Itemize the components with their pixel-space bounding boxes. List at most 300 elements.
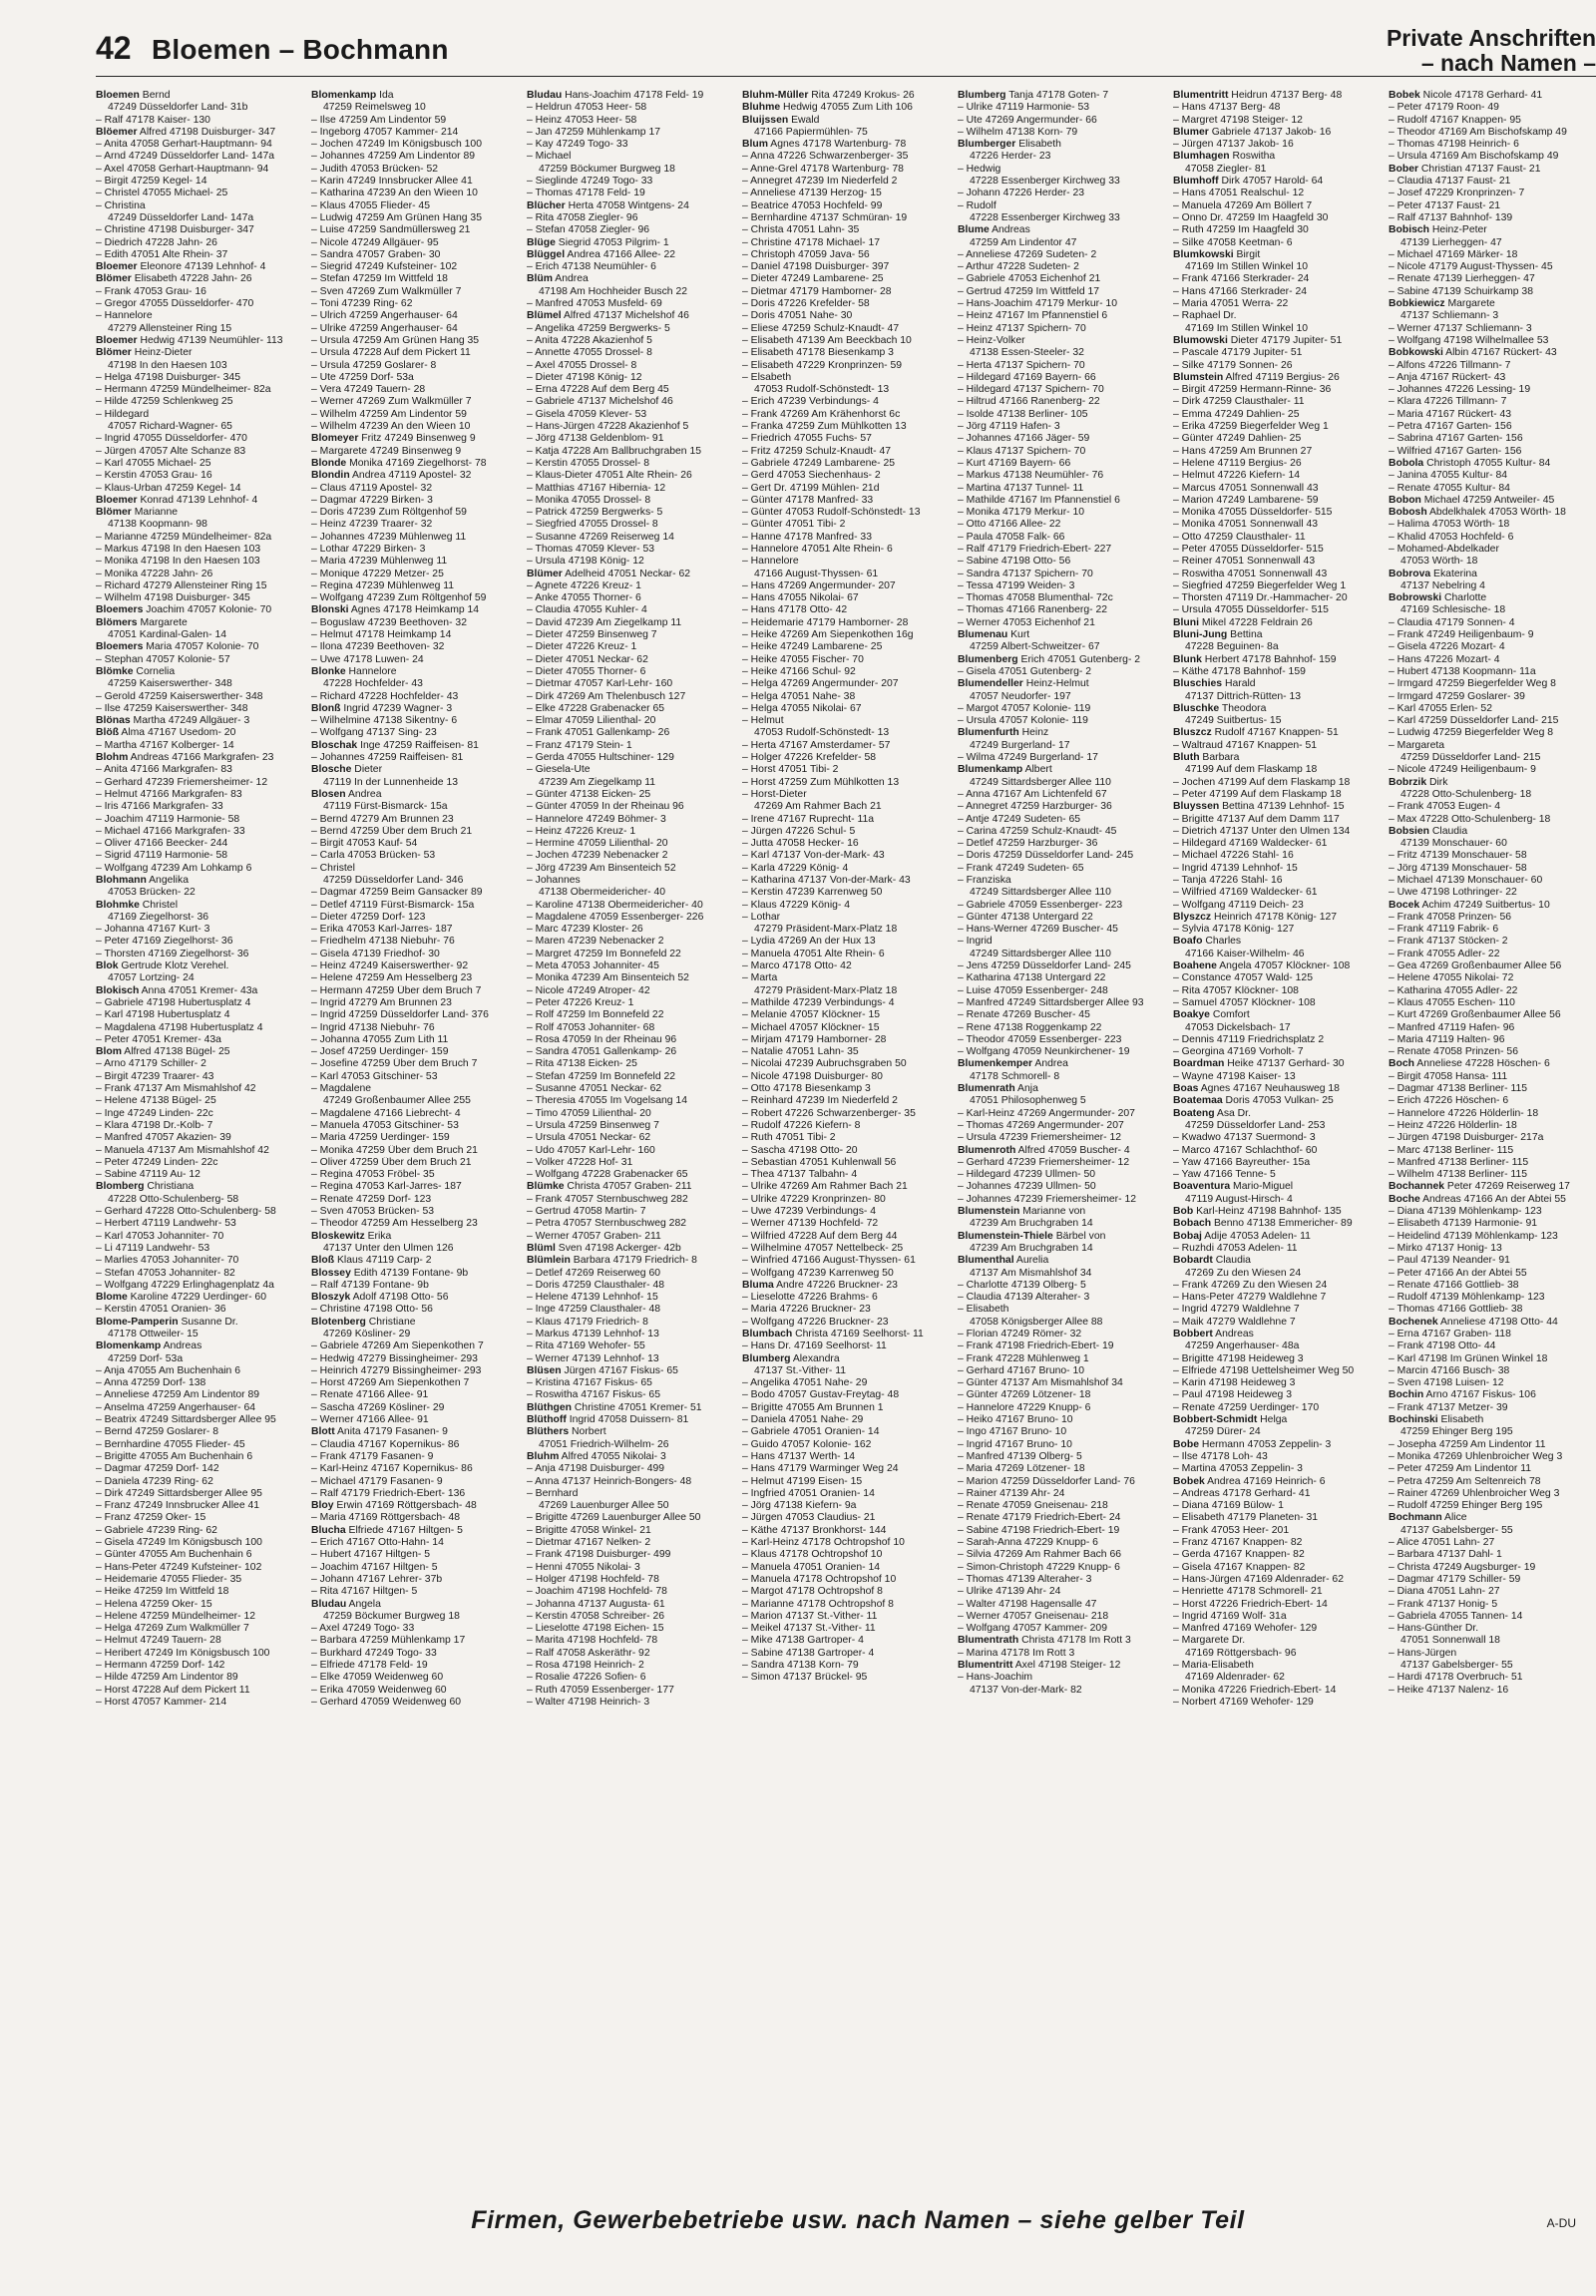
entry-text: – Magdalene 47166 Liebrecht- 4 — [311, 1107, 461, 1119]
entry-text: – Werner 47137 Schliemann- 3 — [1389, 322, 1532, 334]
entry-address: 47137 Unter den Ulmen 126 — [323, 1242, 454, 1254]
entry-text: – Lieselotte 47198 Eichen- 15 — [527, 1623, 664, 1635]
entry-text: – Manfred 47138 Berliner- 115 — [1389, 1156, 1529, 1168]
entry-text: – Klara 47198 Dr.-Kolb- 7 — [96, 1119, 213, 1131]
directory-entry — [527, 1231, 734, 1243]
directory-entry — [527, 1083, 734, 1095]
directory-entry — [96, 532, 303, 544]
entry-text: Bärbel von — [1052, 1230, 1106, 1242]
directory-entry — [527, 972, 734, 984]
entry-text: – Heinrich 47279 Bissingheimer- 293 — [311, 1364, 482, 1376]
directory-entry — [527, 249, 734, 261]
directory-entry — [527, 1660, 734, 1672]
directory-entry — [1173, 569, 1381, 580]
entry-surname: Blöemer — [96, 126, 138, 138]
entry-address: 47169 Röttgersbach- 96 — [1185, 1647, 1297, 1659]
entry-text: – Wilhelm 47259 Am Lindentor 59 — [311, 408, 467, 420]
directory-entry — [1173, 200, 1381, 212]
entry-text: – Robert 47226 Schwarzenberger- 35 — [742, 1107, 916, 1119]
directory-entry — [742, 483, 950, 495]
entry-surname: Bloemer — [96, 494, 138, 506]
directory-entry — [96, 102, 303, 114]
directory-entry — [742, 495, 950, 507]
directory-entry — [96, 1685, 303, 1697]
directory-entry — [1389, 740, 1596, 752]
entry-text: – Barbara 47137 Dahl- 1 — [1389, 1549, 1502, 1561]
entry-surname: Bobola — [1389, 457, 1424, 469]
directory-entry — [311, 1218, 519, 1230]
entry-surname: Blümel — [527, 310, 562, 322]
directory-entry — [1389, 1268, 1596, 1280]
directory-entry — [958, 1512, 1165, 1524]
entry-surname: Boakye — [1173, 1009, 1210, 1021]
entry-text: Ida — [376, 90, 394, 101]
directory-entry — [1173, 1145, 1381, 1157]
entry-text: – Stefan 47053 Johanniter- 82 — [96, 1267, 235, 1279]
entry-text: Christa 47169 Seelhorst- 11 — [792, 1328, 924, 1339]
entry-text: – Wilhelm 47138 Korn- 79 — [958, 126, 1078, 138]
directory-entry — [958, 641, 1165, 653]
directory-columns — [96, 90, 1596, 2178]
directory-entry — [1389, 310, 1596, 322]
directory-entry — [1173, 629, 1381, 641]
entry-text: – Frank 47249 Heiligenbaum- 9 — [1389, 629, 1534, 641]
entry-text: – Johannes 47166 Jäger- 59 — [958, 433, 1090, 445]
directory-entry — [527, 960, 734, 972]
entry-address: 47137 Gabelsberger- 55 — [1400, 1524, 1513, 1536]
entry-text: – Hilde 47259 Am Lindentor 89 — [96, 1672, 238, 1684]
entry-text: – Franziska — [958, 875, 1011, 886]
entry-text: – Hans-Jürgen 47228 Akazienhof 5 — [527, 421, 689, 433]
entry-text: – Waltraud 47167 Knappen- 51 — [1173, 739, 1318, 751]
entry-text: – Sabine 47198 Otto- 56 — [958, 556, 1071, 568]
entry-text: – Hans-Günther Dr. — [1389, 1623, 1479, 1635]
entry-text: – Paula 47058 Falk- 66 — [958, 531, 1065, 543]
directory-entry — [1389, 1046, 1596, 1058]
entry-text: – Christine 47198 Otto- 56 — [311, 1304, 433, 1316]
directory-entry — [742, 666, 950, 678]
directory-entry — [958, 580, 1165, 592]
entry-text: – Maria 47226 Bruckner- 23 — [742, 1304, 871, 1316]
entry-text: Marianne — [131, 507, 179, 519]
entry-text: – Ingrid 47167 Bruno- 10 — [958, 1438, 1072, 1450]
entry-address: 47259 Albert-Schweitzer- 67 — [970, 641, 1100, 653]
directory-entry — [958, 887, 1165, 899]
directory-entry — [742, 1365, 950, 1377]
directory-entry — [527, 458, 734, 470]
entry-text: – Nicole 47249 Allgäuer- 95 — [311, 236, 439, 248]
entry-text: – Monika 47226 Friedrich-Ebert- 14 — [1173, 1684, 1337, 1696]
directory-entry — [1173, 580, 1381, 592]
directory-entry — [96, 1365, 303, 1377]
entry-text: – Jutta 47058 Hecker- 16 — [742, 838, 859, 850]
entry-surname: Bloszyk — [311, 1292, 351, 1304]
entry-text: – Markus 47198 In den Haesen 103 — [96, 543, 261, 555]
entry-surname: Bloemer — [96, 334, 138, 346]
entry-text: – Brigitte 47055 Am Buchenhain 6 — [96, 1450, 253, 1462]
entry-text: – Gerhard 47239 Friemersheimer- 12 — [958, 1156, 1130, 1168]
directory-entry — [527, 1611, 734, 1623]
entry-text: – Irmgard 47259 Biegerfelder Weg 8 — [1389, 678, 1556, 690]
directory-entry — [742, 1648, 950, 1660]
directory-entry — [1173, 1132, 1381, 1144]
directory-entry — [311, 1145, 519, 1157]
directory-entry — [958, 372, 1165, 384]
entry-text: – Frank 47055 Adler- 22 — [1389, 948, 1500, 959]
entry-text: – Sven 47198 Luisen- 12 — [1389, 1377, 1504, 1389]
entry-address: 47051 Philosophenweg 5 — [970, 1095, 1086, 1107]
entry-text: – Markus 47138 Neumühler- 76 — [958, 470, 1104, 482]
entry-text: – Mirjam 47179 Hamborner- 28 — [742, 1033, 887, 1045]
directory-entry — [527, 102, 734, 114]
entry-text: – Nicole 47249 Heiligenbaum- 9 — [1389, 764, 1536, 776]
entry-text: – Charlotte 47139 Olberg- 5 — [958, 1279, 1086, 1291]
entry-address: 47137 Gabelsberger- 55 — [1400, 1660, 1513, 1671]
directory-entry — [958, 1243, 1165, 1255]
entry-text: – Beatrix 47249 Sittardsberger Allee 95 — [96, 1414, 276, 1426]
directory-entry — [527, 1095, 734, 1107]
directory-entry — [96, 985, 303, 997]
entry-text: – Axel 47055 Drossel- 8 — [527, 359, 637, 371]
entry-text: Hermann 47053 Zeppelin- 3 — [1198, 1438, 1332, 1450]
entry-address: 47259 Kaiserswerther- 348 — [108, 678, 232, 690]
entry-text: – Gabriele 47269 Am Siepenkothen 7 — [311, 1340, 484, 1352]
entry-text: – Frank 47249 Sudeten- 65 — [958, 862, 1084, 874]
directory-entry — [527, 936, 734, 948]
directory-entry — [742, 544, 950, 556]
entry-text: – Karl 47055 Michael- 25 — [96, 457, 211, 469]
directory-entry — [1173, 666, 1381, 678]
directory-entry — [1389, 1022, 1596, 1034]
entry-text: Doris 47053 Vulkan- 25 — [1222, 1095, 1334, 1107]
directory-entry — [742, 777, 950, 789]
directory-entry — [742, 237, 950, 249]
directory-entry — [742, 519, 950, 531]
directory-entry — [1389, 604, 1596, 616]
entry-surname: Blüml — [527, 1242, 556, 1254]
directory-entry — [527, 335, 734, 347]
entry-surname: Blossey — [311, 1267, 351, 1279]
entry-text: – Paul 47198 Heideweg 3 — [1173, 1389, 1293, 1401]
directory-entry — [1389, 1512, 1596, 1524]
directory-entry — [96, 1426, 303, 1438]
directory-entry — [742, 1623, 950, 1635]
directory-entry — [96, 912, 303, 924]
directory-entry — [742, 335, 950, 347]
entry-address: 47119 Fürst-Bismarck- 15a — [323, 801, 448, 813]
entry-text: – Jörg 47239 Am Binsenteich 52 — [527, 862, 676, 874]
entry-address: 47137 Von-der-Mark- 82 — [970, 1684, 1082, 1696]
entry-text: – Ingo 47167 Bruno- 10 — [958, 1426, 1067, 1438]
entry-text: – Ruth 47051 Tibi- 2 — [742, 1132, 836, 1144]
directory-entry — [1389, 384, 1596, 396]
entry-text: – Dieter 47259 Binsenweg 7 — [527, 629, 657, 641]
entry-text: – Anne-Grel 47178 Wartenburg- 78 — [742, 163, 904, 175]
directory-entry — [1173, 90, 1381, 102]
entry-text: – Günter 47055 Am Buchenhain 6 — [96, 1549, 252, 1561]
entry-text: – Dieter 47259 Dorf- 123 — [311, 911, 426, 923]
entry-text: Gertrude Klotz Verehel. — [118, 960, 229, 972]
entry-surname: Bobkowski — [1389, 347, 1443, 359]
entry-address: 47228 Essenberger Kirchweg 33 — [970, 176, 1120, 188]
entry-text: – Jörg 47119 Hafen- 3 — [958, 421, 1060, 433]
directory-entry — [1389, 139, 1596, 151]
directory-entry — [527, 360, 734, 372]
entry-address: 47119 August-Hirsch- 4 — [1185, 1193, 1293, 1205]
entry-text: Anja — [1014, 1083, 1038, 1095]
entry-text: – Wilhelm 47138 Berliner- 115 — [1389, 1169, 1527, 1181]
directory-entry — [96, 1623, 303, 1635]
directory-entry — [527, 764, 734, 776]
directory-entry — [311, 972, 519, 984]
entry-text: – Detlef 47259 Harzburger- 36 — [958, 838, 1098, 850]
entry-text: – Ute 47269 Angermunder- 66 — [958, 114, 1097, 126]
directory-entry — [742, 1426, 950, 1438]
entry-text: – Karin 47249 Innsbrucker Allee 41 — [311, 176, 473, 188]
directory-entry — [958, 617, 1165, 629]
directory-entry — [96, 249, 303, 261]
directory-entry — [1389, 470, 1596, 482]
entry-address: 47169 Im Stillen Winkel 10 — [1185, 322, 1309, 334]
entry-text: – Werner 47057 Graben- 211 — [527, 1230, 661, 1242]
entry-text: – Gisela 47139 Friedhof- 30 — [311, 948, 440, 959]
entry-text: – Mathilde 47167 Im Pfannenstiel 6 — [958, 494, 1120, 506]
entry-text: – Monika 47179 Merkur- 10 — [958, 507, 1085, 519]
directory-entry — [1389, 997, 1596, 1009]
entry-surname: Blomenkamp — [311, 90, 377, 101]
directory-entry — [1389, 1071, 1596, 1083]
entry-text: – Helmut 47199 Eisen- 15 — [742, 1475, 863, 1487]
entry-text: – Ingrid 47169 Wolf- 31a — [1173, 1610, 1287, 1622]
entry-text: – Magdalene 47059 Essenberger- 226 — [527, 911, 704, 923]
directory-entry — [742, 1476, 950, 1488]
directory-entry — [958, 1046, 1165, 1058]
entry-text: – Bernd 47259 Über dem Bruch 21 — [311, 825, 473, 837]
entry-text: – Erna 47228 Auf dem Berg 45 — [527, 384, 669, 396]
entry-text: – Christa 47051 Lahn- 35 — [742, 224, 860, 236]
directory-entry — [742, 1206, 950, 1218]
entry-surname: Blümer — [527, 568, 563, 579]
entry-text: Agnes 47178 Heimkamp 14 — [348, 604, 480, 616]
entry-text: Agnes 47178 Wartenburg- 78 — [767, 139, 907, 151]
entry-text: – Sandra 47057 Graben- 30 — [311, 248, 441, 260]
directory-entry — [1173, 1476, 1381, 1488]
directory-entry — [1173, 249, 1381, 261]
entry-surname: Bobrzik — [1389, 776, 1427, 788]
directory-entry — [96, 740, 303, 752]
entry-surname: Bludau — [311, 1598, 347, 1610]
directory-entry — [96, 1414, 303, 1426]
entry-text: – Dirk 47269 Am Thelenbusch 127 — [527, 690, 686, 702]
entry-text: – Wilma 47249 Burgerland- 17 — [958, 752, 1098, 764]
directory-entry — [311, 814, 519, 826]
entry-text: – Klaus 47178 Ochtropshof 10 — [742, 1549, 883, 1561]
directory-entry — [958, 237, 1165, 249]
entry-text: – Walter 47198 Hagensalle 47 — [958, 1598, 1097, 1610]
entry-text: Jürgen 47167 Fiskus- 65 — [561, 1364, 678, 1376]
entry-text: – Uwe 47178 Luwen- 24 — [311, 653, 424, 665]
entry-text: – Karl-Heinz 47178 Ochtropshof 10 — [742, 1537, 905, 1549]
entry-text: – Werner 47053 Eichenhof 21 — [958, 616, 1095, 628]
entry-text: Susanne Dr. — [178, 1316, 238, 1328]
entry-address: 47269 Lauenburger Allee 50 — [539, 1500, 669, 1512]
entry-address: 47199 Auf dem Flaskamp 18 — [1185, 764, 1318, 776]
entry-text: – Wolfgang 47239 Karrenweg 50 — [742, 1267, 894, 1279]
directory-entry — [96, 1402, 303, 1414]
directory-entry — [96, 900, 303, 912]
directory-entry — [742, 1439, 950, 1451]
entry-surname: Bluth — [1173, 752, 1200, 764]
directory-entry — [1173, 997, 1381, 1009]
entry-text: Tanja 47178 Goten- 7 — [1005, 90, 1109, 101]
entry-address: 47198 Am Hochheider Busch 22 — [539, 285, 688, 297]
entry-text: – Roswitha 47051 Sonnenwall 43 — [1173, 568, 1328, 579]
entry-surname: Bloß — [311, 1255, 335, 1267]
directory-entry — [527, 715, 734, 727]
entry-address: 47259 Am Lindentor 47 — [970, 236, 1077, 248]
entry-text: Elisabeth 47228 Jahn- 26 — [131, 273, 252, 285]
entry-text: – Gabriela 47055 Tannen- 14 — [1389, 1610, 1523, 1622]
directory-entry — [742, 261, 950, 273]
entry-surname: Blonde — [311, 457, 347, 469]
entry-text: – Heike 47137 Nalenz- 16 — [1389, 1684, 1509, 1696]
directory-entry — [1389, 1157, 1596, 1169]
entry-text: – Udo 47057 Karl-Lehr- 160 — [527, 1144, 655, 1156]
directory-entry — [742, 972, 950, 984]
entry-text: Klaus 47119 Carp- 2 — [334, 1255, 432, 1267]
entry-text: – Günter 47249 Dahlien- 25 — [1173, 433, 1302, 445]
directory-entry — [311, 678, 519, 690]
directory-entry — [527, 666, 734, 678]
entry-text: – Frank 47198 Duisburger- 499 — [527, 1549, 671, 1561]
directory-entry — [96, 127, 303, 139]
directory-entry — [96, 629, 303, 641]
directory-entry — [742, 1574, 950, 1586]
entry-text: Benno 47138 Emmericher- 89 — [1211, 1218, 1353, 1230]
entry-text: – Jürgen 47226 Schul- 5 — [742, 825, 856, 837]
directory-entry — [958, 470, 1165, 482]
entry-text: – Manfred 47057 Akazien- 39 — [96, 1132, 231, 1144]
entry-text: – Erna 47167 Graben- 118 — [1389, 1328, 1511, 1339]
directory-entry — [96, 936, 303, 948]
entry-text: – Elke 47228 Grabenacker 65 — [527, 702, 665, 714]
entry-surname: Boaventura — [1173, 1181, 1231, 1193]
directory-entry — [1389, 1476, 1596, 1488]
directory-entry — [958, 997, 1165, 1009]
directory-entry — [1389, 912, 1596, 924]
directory-entry — [742, 458, 950, 470]
entry-text: – Renate 47166 Allee- 91 — [311, 1389, 429, 1401]
entry-surname: Bob — [1173, 1206, 1194, 1218]
entry-text: – Anna 47167 Am Lichtenfeld 67 — [958, 788, 1107, 800]
directory-entry — [311, 446, 519, 458]
directory-entry — [958, 972, 1165, 984]
directory-entry — [311, 1292, 519, 1304]
entry-text: – Daniela 47051 Nahe- 29 — [742, 1414, 864, 1426]
entry-text: – Horst 47259 Zum Mühlkotten 13 — [742, 776, 900, 788]
directory-entry — [1173, 1635, 1381, 1647]
entry-text: – Hildegard 47137 Spichern- 70 — [958, 384, 1104, 396]
directory-entry — [958, 384, 1165, 396]
entry-text: – Rolf 47259 Im Bonnefeld 22 — [527, 1009, 664, 1021]
directory-entry — [1389, 1034, 1596, 1046]
entry-address: 47279 Präsident-Marx-Platz 18 — [754, 924, 898, 936]
directory-entry — [311, 1537, 519, 1549]
directory-entry — [527, 1218, 734, 1230]
entry-text: – Simon-Christoph 47229 Knupp- 6 — [958, 1561, 1120, 1573]
entry-text: – Timo 47059 Lilienthal- 20 — [527, 1107, 651, 1119]
entry-text: – Nicole 47249 Atroper- 42 — [527, 984, 650, 996]
entry-text: – Horst 47226 Friedrich-Ebert- 14 — [1173, 1598, 1328, 1610]
entry-address: 47259 Dorf- 53a — [108, 1352, 184, 1364]
directory-entry — [1389, 224, 1596, 236]
entry-address: 47139 Lierheggen- 47 — [1400, 236, 1502, 248]
entry-text: – Anneliese 47269 Sudeten- 2 — [958, 248, 1097, 260]
directory-entry — [742, 1488, 950, 1500]
directory-entry — [1389, 1377, 1596, 1389]
entry-text: – Anita 47058 Gerhart-Hauptmann- 94 — [96, 139, 272, 151]
entry-text: Hedwig 47055 Zum Lith 106 — [780, 102, 913, 114]
directory-column-1 — [96, 90, 303, 2178]
entry-text: – Ursula 47169 Am Bischofskamp 49 — [1389, 151, 1559, 163]
directory-entry — [742, 826, 950, 838]
entry-surname: Blonß — [311, 702, 341, 714]
directory-entry — [311, 924, 519, 936]
entry-surname: Boch — [1389, 1058, 1414, 1070]
entry-text: Dirk — [1426, 776, 1448, 788]
directory-entry — [527, 1340, 734, 1352]
entry-text: Christiana — [144, 1181, 195, 1193]
directory-entry — [311, 617, 519, 629]
entry-text: – Dieter 47051 Neckar- 62 — [527, 653, 648, 665]
directory-entry — [742, 470, 950, 482]
entry-text: – Nicolai 47239 Aubruchsgraben 50 — [742, 1058, 907, 1070]
directory-entry — [742, 1083, 950, 1095]
directory-entry — [958, 691, 1165, 703]
directory-entry — [958, 1329, 1165, 1340]
entry-surname: Blüge — [527, 236, 556, 248]
entry-text: – Ingrid — [958, 936, 993, 948]
entry-text: – Ilse 47259 Kaiserswerther- 348 — [96, 702, 248, 714]
entry-text: – Heike 47269 Am Siepenkothen 16g — [742, 629, 914, 641]
directory-entry — [1173, 740, 1381, 752]
entry-text: Alfred 47138 Bügel- 25 — [121, 1046, 230, 1058]
directory-column-6 — [1173, 90, 1381, 2178]
entry-text: – Pascale 47179 Jupiter- 51 — [1173, 347, 1303, 359]
entry-text: – Peter 47199 Auf dem Flaskamp 18 — [1173, 788, 1342, 800]
directory-entry — [96, 1145, 303, 1157]
entry-address: 47228 Essenberger Kirchweg 33 — [970, 211, 1120, 223]
entry-text: – Thomas 47178 Feld- 19 — [527, 188, 645, 199]
entry-text: – Jochen 47239 Nebenacker 2 — [527, 850, 668, 862]
entry-text: – Manfred 47053 Musfeld- 69 — [527, 298, 662, 310]
directory-entry — [742, 912, 950, 924]
entry-text: – Hanne 47178 Manfred- 33 — [742, 531, 872, 543]
directory-entry — [311, 1648, 519, 1660]
directory-entry — [1173, 777, 1381, 789]
directory-entry — [958, 396, 1165, 408]
entry-text: – Michael 47226 Stahl- 16 — [1173, 850, 1294, 862]
entry-text: – Heinz 47226 Hölderlin- 18 — [1389, 1119, 1517, 1131]
entry-text: – Thomas 47166 Ranenberg- 22 — [958, 604, 1107, 616]
directory-entry — [742, 1095, 950, 1107]
directory-entry — [527, 1586, 734, 1598]
entry-text: – Angelika 47051 Nahe- 29 — [742, 1377, 868, 1389]
directory-entry — [527, 1145, 734, 1157]
entry-text: – Helmut 47166 Markgrafen- 83 — [96, 788, 242, 800]
entry-text: – Anita 47166 Markgrafen- 83 — [96, 764, 232, 776]
directory-entry — [311, 1377, 519, 1389]
